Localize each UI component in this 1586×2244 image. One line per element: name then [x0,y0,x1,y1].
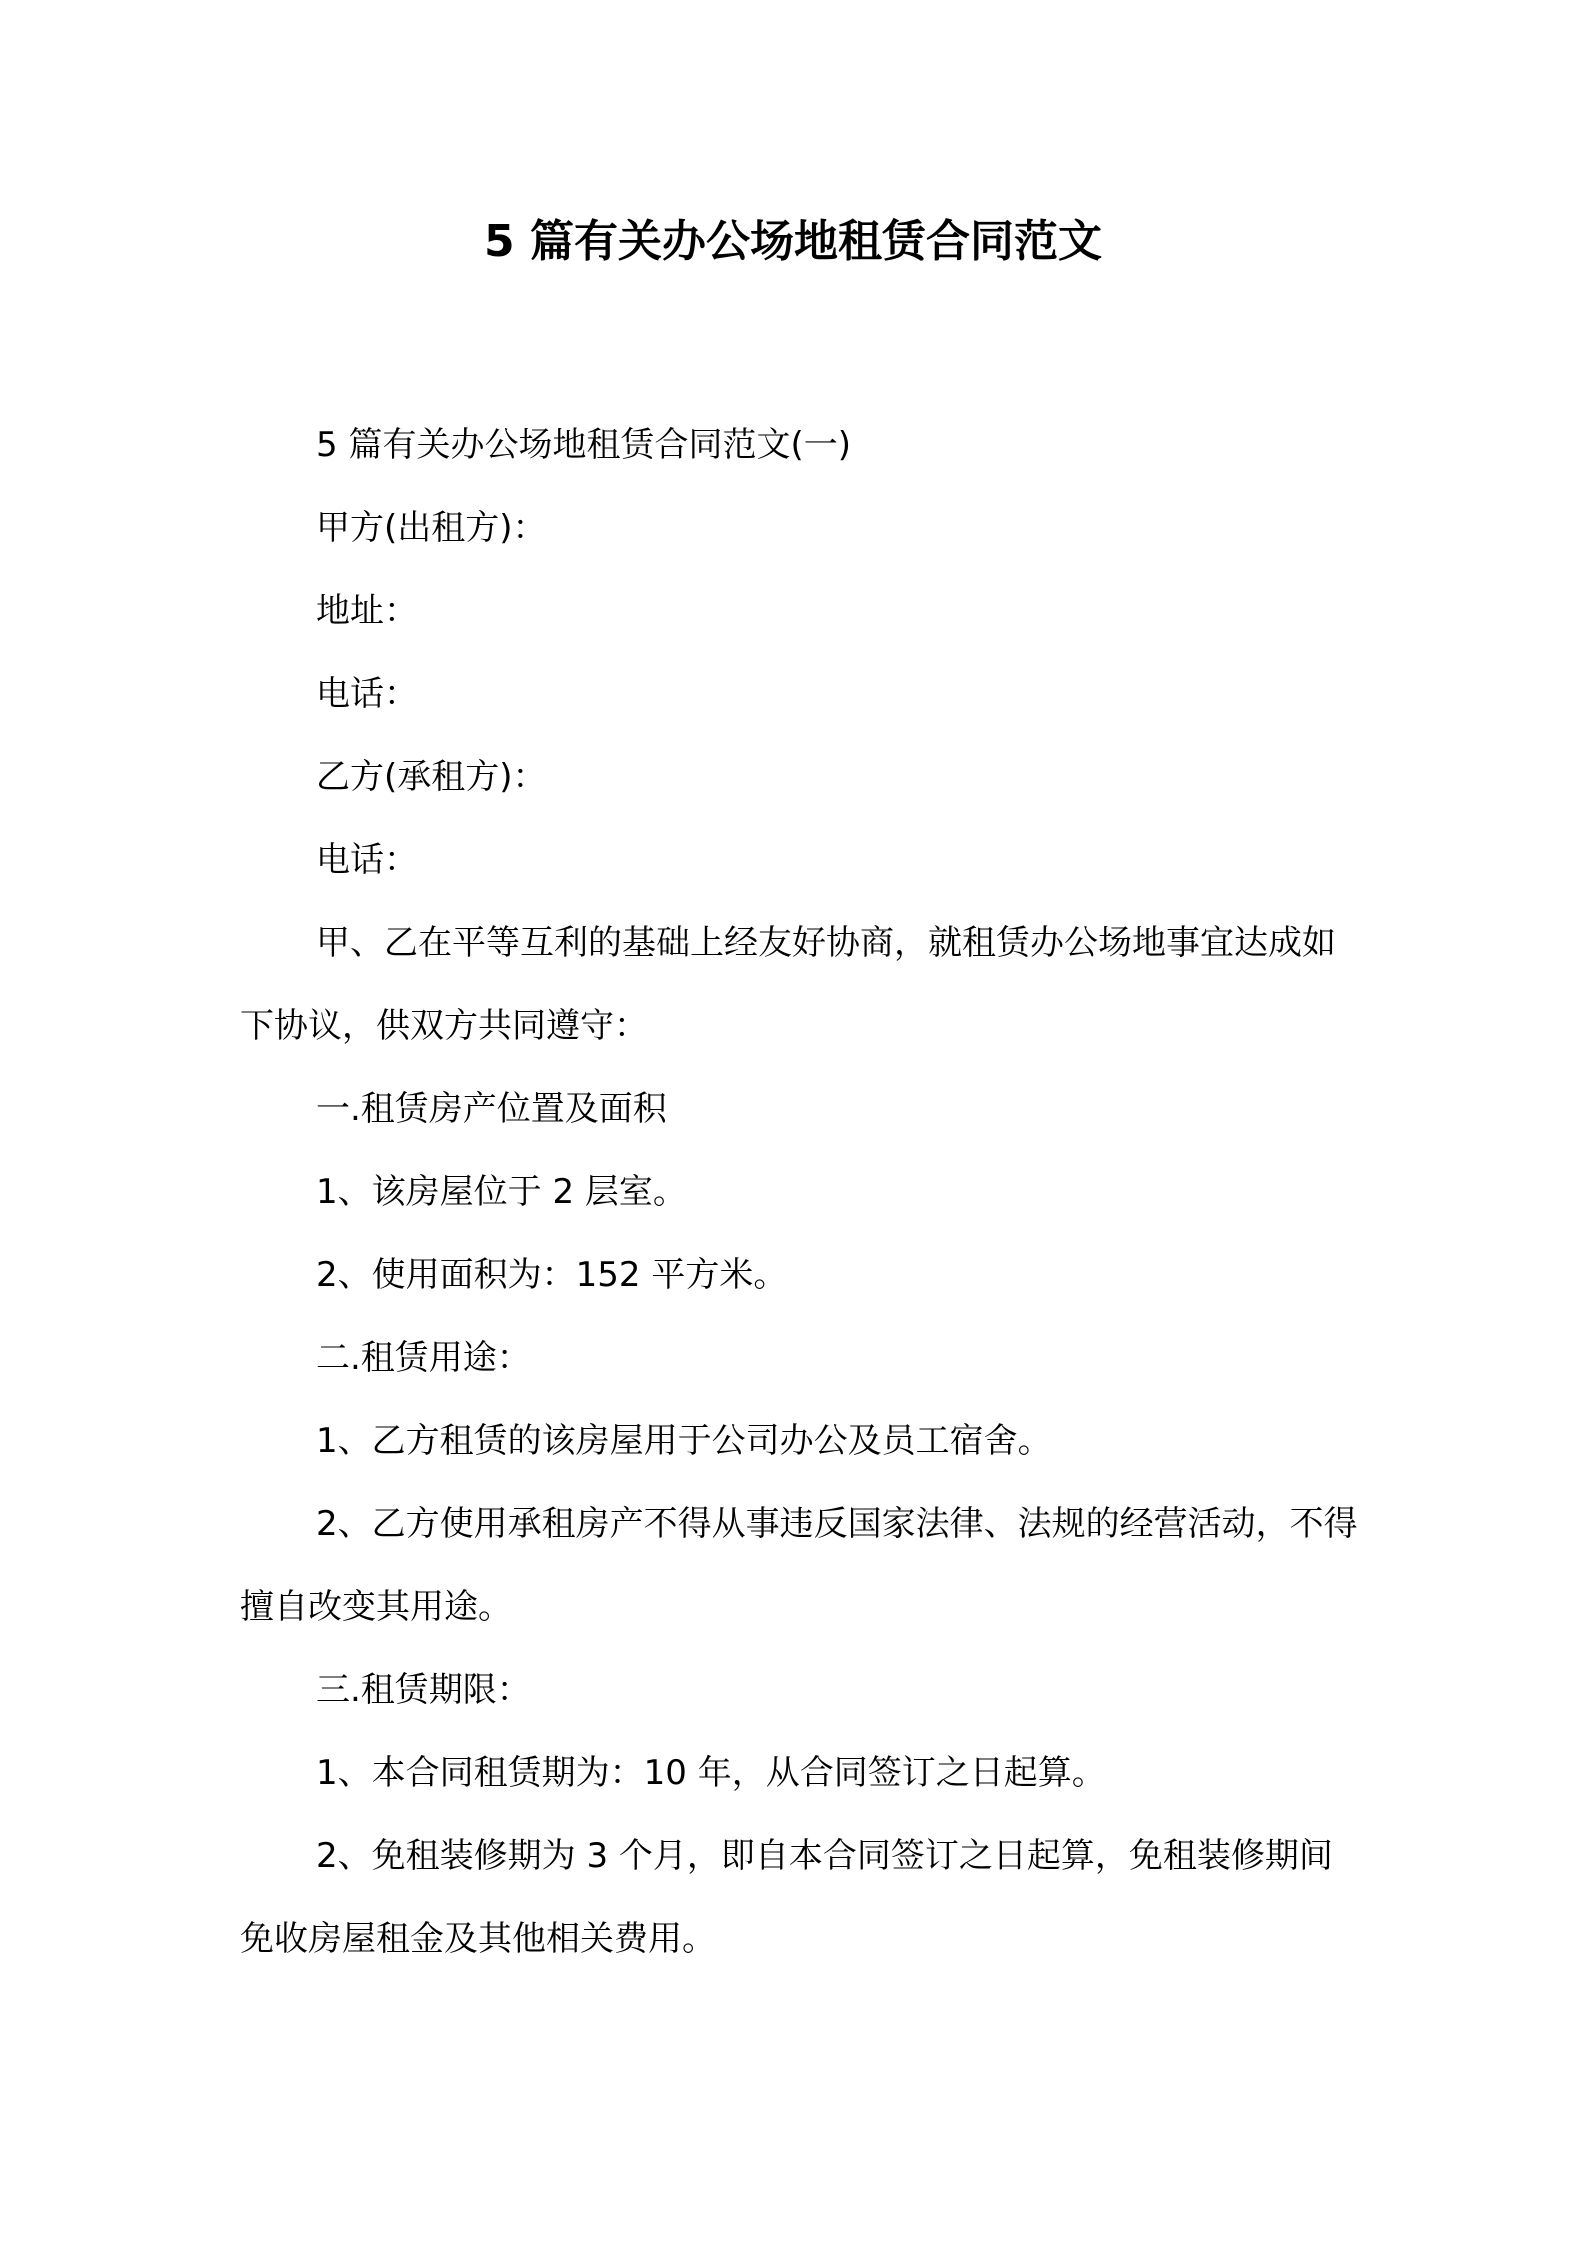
party-b-label: 乙方(承租方)： [316,757,547,797]
section-heading-term: 三.租赁期限： [316,1670,531,1710]
address-label: 地址： [316,591,418,631]
document-body [240,404,1360,1981]
phone-label-a: 电话： [316,674,418,714]
document-title: 5 篇有关办公场地租赁合同范文 [484,216,1102,267]
party-a-label: 甲方(出租方)： [316,508,547,548]
agreement-preamble: 甲、乙在平等互利的基础上经友好协商，就租赁办公场地事宜达成如下协议，供双方共同遵守： [240,923,1336,1046]
clause-usage-2: 2、乙方使用承租房产不得从事违反国家法律、法规的经营活动，不得擅自改变其用途。 [240,1504,1358,1627]
section-heading-usage: 二.租赁用途： [316,1338,531,1378]
clause-term-1: 1、本合同租赁期为：10 年，从合同签订之日起算。 [316,1753,1106,1793]
clause-location-2: 2、使用面积为：152 平方米。 [316,1255,788,1295]
clause-usage-1: 1、乙方租赁的该房屋用于公司办公及员工宿舍。 [316,1421,1052,1461]
section-heading-location: 一.租赁房产位置及面积 [316,1089,667,1129]
clause-term-2: 2、免租装修期为 3 个月，即自本合同签订之日起算，免租装修期间免收房屋租金及其他相关费用。 [240,1836,1333,1959]
phone-label-b: 电话： [316,840,418,880]
clause-location-1: 1、该房屋位于 2 层室。 [316,1172,687,1212]
section-subtitle: 5 篇有关办公场地租赁合同范文(一) [316,425,851,465]
